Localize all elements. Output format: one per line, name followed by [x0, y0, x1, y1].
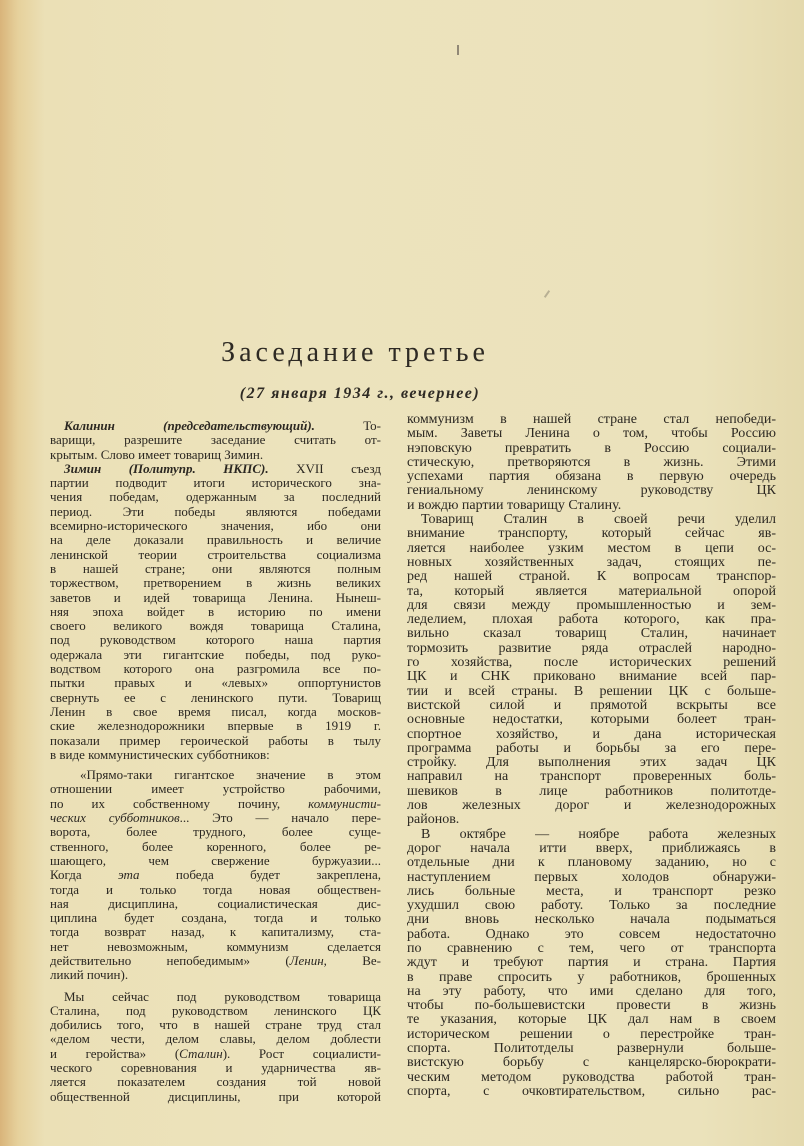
- text-line: [407, 699, 776, 713]
- text-segment: вистскую борьбу с канцелярско-бюрократи-: [407, 1055, 776, 1071]
- text-segment: одержала эти гигантские победы, под руко-: [50, 646, 381, 662]
- text-line: [50, 1075, 381, 1089]
- text-segment: победа будет закреплена,: [139, 867, 381, 883]
- text-segment: те указания, которые ЦК дал нам в своем: [407, 1012, 776, 1028]
- text-segment: ческим методом руководства работой тран-: [407, 1069, 776, 1085]
- text-segment: и вождю партии товарищу Сталину.: [407, 497, 622, 513]
- text-line: [50, 462, 381, 476]
- text-line: [50, 490, 381, 504]
- text-segment: Мы сейчас под руководством товарища: [64, 988, 381, 1004]
- text-line: [50, 925, 381, 939]
- text-line: [407, 413, 776, 427]
- text-segment: Сталина, под руководством ленинского ЦК: [50, 1002, 381, 1018]
- text-line: [407, 713, 776, 727]
- text-segment: стическую, претворяются в жизнь. Этими: [407, 454, 776, 470]
- text-segment: ). Рост социалисти-: [222, 1045, 381, 1061]
- text-segment: няя эпоха войдет в историю по имени: [50, 603, 381, 619]
- text-segment: Товарищ Сталин в своей речи уделил: [421, 512, 776, 528]
- text-line: [50, 691, 381, 705]
- text-line: [50, 954, 381, 968]
- text-line: [407, 585, 776, 599]
- text-line: [50, 782, 381, 796]
- text-segment: всемирно-исторического значения, ибо они: [50, 518, 381, 534]
- text-line: [407, 470, 776, 484]
- text-line: [407, 542, 776, 556]
- text-line: [50, 705, 381, 719]
- text-line: [407, 570, 776, 584]
- italic-text: Сталин: [179, 1045, 223, 1061]
- text-segment: и геройства» (: [50, 1045, 180, 1061]
- text-segment: циплина будет создана, тогда и только: [50, 910, 381, 926]
- text-segment: успехами партия обязана в первую очередь: [407, 469, 776, 485]
- text-segment: мым. Заветы Ленина о том, чтобы Россию: [407, 426, 776, 442]
- text-line: [50, 797, 381, 811]
- text-segment: шевиков в лице работников политотде-: [407, 783, 776, 799]
- text-segment: действительно непобедимым» (: [50, 952, 290, 968]
- text-line: [407, 484, 776, 498]
- text-line: [50, 619, 381, 633]
- text-segment: на деле доказали правильность и величие: [50, 532, 381, 548]
- text-segment: добились того, что в нашей стране труд стал: [50, 1017, 381, 1033]
- text-segment: отношении имеет устройство рабочими,: [50, 781, 381, 797]
- speaker-name: Калинин (председательствующий).: [64, 418, 315, 433]
- text-segment: свернуть ее с ленинского пути. Товарищ: [50, 689, 381, 705]
- text-line: [407, 942, 776, 956]
- text-segment: вильно сказал товарищ Сталин, начинает: [407, 626, 776, 642]
- text-line: [50, 868, 381, 882]
- text-line: [50, 591, 381, 605]
- text-segment: пытки правых и «левых» оппортунистов: [50, 675, 381, 691]
- text-line: [50, 505, 381, 519]
- text-segment: крытым. Слово имеет товарищ Зимин.: [50, 446, 264, 462]
- text-line: [407, 985, 776, 999]
- text-segment: шающего, чем свержение буржуазии...: [50, 852, 381, 868]
- text-line: [407, 799, 776, 813]
- paragraph: [50, 990, 381, 1104]
- text-segment: дни вновь несколько начала подыматься: [407, 912, 776, 928]
- text-segment: районов.: [407, 812, 460, 828]
- text-line: [407, 728, 776, 742]
- text-line: [407, 913, 776, 927]
- text-segment: гениальному ленинскому руководству ЦК: [407, 483, 776, 499]
- text-line: [50, 940, 381, 954]
- text-segment: ляется показателем создания той новой: [50, 1074, 381, 1090]
- text-segment: новных хозяйственных задач, стоящих пе-: [407, 554, 776, 570]
- text-segment: своего великого вождя товарища Сталина,: [50, 618, 381, 634]
- italic-text: коммунисти-: [308, 795, 381, 811]
- text-segment: В октябре — ноябре работа железных: [421, 826, 776, 842]
- text-segment: в праве спросить у работников, брошенных: [407, 969, 776, 985]
- text-line: [407, 627, 776, 641]
- text-line: [407, 642, 776, 656]
- text-segment: спорта. Политотделы развернули больше-: [407, 1041, 776, 1057]
- italic-text: ческих субботников: [50, 810, 180, 826]
- text-line: [50, 676, 381, 690]
- text-segment: ские железнодорожники впервые в 1919 г.: [50, 718, 381, 734]
- text-line: [407, 499, 776, 513]
- text-line: [50, 840, 381, 854]
- text-segment: внимание транспорту, который сейчас яв-: [407, 526, 776, 542]
- text-line: [407, 828, 776, 842]
- text-line: [50, 1090, 381, 1104]
- text-line: [407, 742, 776, 756]
- text-line: [407, 999, 776, 1013]
- text-segment: ЦК и СНК приковано внимание всей пар-: [407, 669, 776, 685]
- text-segment: ухудшил свою работу. Только за последние: [407, 898, 776, 914]
- text-line: [50, 448, 381, 462]
- text-segment: «делом чести, делом славы, делом доблести: [50, 1031, 381, 1047]
- text-line: [50, 533, 381, 547]
- text-segment: ликий почин).: [50, 967, 129, 983]
- scan-mark: [544, 290, 550, 298]
- text-segment: XVII съезд: [268, 460, 382, 476]
- text-segment: го хозяйства, после исторических решений: [407, 655, 776, 671]
- text-line: [50, 1047, 381, 1061]
- text-segment: Ленин в свое время писал, когда москов-: [50, 703, 381, 719]
- text-segment: по их собственному почину,: [50, 795, 309, 811]
- text-line: [407, 613, 776, 627]
- text-segment: ворота, более трудного, более суще-: [50, 824, 381, 840]
- text-segment: нэповскую превратить в Россию социали-: [407, 440, 776, 456]
- text-line: [50, 576, 381, 590]
- left-text-column: [50, 419, 381, 1104]
- text-line: [50, 854, 381, 868]
- text-segment: под руководством которого наша партия: [50, 632, 381, 648]
- text-segment: спортное хозяйство, и дана историческая: [407, 726, 776, 742]
- text-segment: леделием, плохая работа которого, как пра-: [407, 612, 776, 628]
- text-line: [50, 433, 381, 447]
- text-line: [407, 813, 776, 827]
- text-segment: водством которого она разгромила все по-: [50, 661, 381, 677]
- italic-text: Ленин: [289, 952, 324, 968]
- text-line: [407, 1085, 776, 1099]
- text-line: [407, 899, 776, 913]
- text-segment: ленинской теории строительства социализма: [50, 546, 381, 562]
- text-segment: чтобы по-большевистски провести в жизнь: [407, 998, 776, 1014]
- text-segment: , Ве-: [323, 952, 381, 968]
- text-line: [50, 1032, 381, 1046]
- text-line: [407, 856, 776, 870]
- text-line: [50, 825, 381, 839]
- paragraph: [407, 828, 776, 1100]
- text-segment: партии подводит итоги исторического зна-: [50, 475, 381, 491]
- text-line: [50, 419, 381, 433]
- text-segment: работа. Однако это совсем недостаточно: [407, 926, 776, 942]
- text-segment: в нашей стране; они являются полным: [50, 560, 381, 576]
- text-segment: тогда возврат назад, к капитализму, ста-: [50, 924, 381, 940]
- text-line: [50, 662, 381, 676]
- text-segment: лов железных дорог и железнодорожных: [407, 798, 776, 814]
- text-segment: на эту работу, что ими сделано для того,: [407, 983, 776, 999]
- text-line: [407, 442, 776, 456]
- text-segment: коммунизм в нашей стране стал непобеди-: [407, 412, 776, 427]
- text-segment: дорог начала итти вверх, приближаясь в: [407, 840, 776, 856]
- text-segment: программа работы и борьбы за его пере-: [407, 740, 776, 756]
- text-line: [407, 513, 776, 527]
- text-segment: направил на транспорт проверенных боль-: [407, 769, 776, 785]
- text-line: [407, 785, 776, 799]
- speaker-name: Зимин (Политупр. НКПС).: [64, 460, 269, 476]
- session-title: Заседание третье: [221, 337, 489, 368]
- text-line: [407, 770, 776, 784]
- paragraph: [407, 413, 776, 513]
- paragraph: [407, 513, 776, 828]
- text-segment: тии и всей страны. В решении ЦК с больше-: [407, 683, 776, 699]
- italic-text: эта: [117, 867, 140, 883]
- text-line: [50, 897, 381, 911]
- text-segment: спорта, с очковтирательством, сильно рас-: [407, 1083, 776, 1099]
- text-segment: «Прямо-таки гигантское значение в этом: [80, 767, 381, 783]
- text-line: [50, 911, 381, 925]
- right-text-column: [407, 413, 776, 1099]
- text-line: [50, 648, 381, 662]
- text-segment: по сравнению с тем, чего от транспорта: [407, 940, 776, 956]
- text-line: [50, 968, 381, 982]
- text-line: [407, 427, 776, 441]
- text-line: [50, 548, 381, 562]
- text-segment: основные недостатки, которыми болеет тран-: [407, 712, 776, 728]
- text-line: [407, 1056, 776, 1070]
- text-segment: ред нашей страной. К вопросам транспор-: [407, 569, 776, 585]
- text-segment: ческого соревнования и ударничества яв-: [50, 1060, 381, 1076]
- text-segment: показали пример героической работы в тылу: [50, 732, 381, 748]
- text-line: [407, 956, 776, 970]
- text-line: [50, 748, 381, 762]
- text-segment: общественной дисциплины, при которой: [50, 1088, 381, 1104]
- text-line: [407, 456, 776, 470]
- text-line: [50, 1004, 381, 1018]
- text-line: [50, 1061, 381, 1075]
- text-line: [407, 842, 776, 856]
- text-line: [50, 605, 381, 619]
- text-line: [407, 527, 776, 541]
- paragraph: [50, 462, 381, 762]
- text-line: [407, 685, 776, 699]
- text-segment: та, который является материальной опорой: [407, 583, 776, 599]
- text-segment: наступлением первых холодов обнаружи-: [407, 869, 776, 885]
- text-segment: ственного, более коренного, более ре-: [50, 838, 381, 854]
- text-segment: ждут и требуют партия и страна. Партия: [407, 955, 776, 971]
- text-segment: ная дисциплина, социалистическая дис-: [50, 895, 381, 911]
- text-segment: вистской силой и прямотой вскрыты все: [407, 697, 776, 713]
- text-line: [50, 1018, 381, 1032]
- scan-mark: [457, 45, 459, 55]
- text-segment: стройку. Для выполнения этих задач ЦК: [407, 755, 776, 771]
- text-line: [407, 885, 776, 899]
- text-segment: нет невозможным, коммунизм сделается: [50, 938, 381, 954]
- text-line: [50, 719, 381, 733]
- text-segment: заветов и идей товарища Ленина. Нынеш-: [50, 589, 381, 605]
- text-line: [50, 633, 381, 647]
- text-line: [407, 871, 776, 885]
- text-line: [407, 756, 776, 770]
- text-segment: Когда: [50, 867, 118, 883]
- text-segment: в виде коммунистических субботников:: [50, 746, 270, 762]
- text-segment: лись больные места, и транспорт резко: [407, 883, 776, 899]
- text-line: [50, 734, 381, 748]
- text-line: [407, 1071, 776, 1085]
- text-segment: отдельные дни к плановому заданию, но с: [407, 855, 776, 871]
- text-line: [407, 928, 776, 942]
- text-line: [407, 556, 776, 570]
- text-line: [50, 562, 381, 576]
- text-segment: период. Эти победы являются победами: [50, 503, 381, 519]
- text-line: [50, 811, 381, 825]
- text-line: [50, 990, 381, 1004]
- text-line: [50, 883, 381, 897]
- text-segment: ляется наиболее узким местом в цепи ос-: [407, 540, 776, 556]
- text-line: [407, 1013, 776, 1027]
- text-segment: тормозить развитие ряда отраслей народно-: [407, 640, 776, 656]
- text-segment: варищи, разрешите заседание считать от-: [50, 432, 381, 448]
- text-segment: ... Это — начало пере-: [179, 810, 381, 826]
- text-segment: тогда и только тогда новая обществен-: [50, 881, 381, 897]
- text-segment: То-: [314, 418, 382, 433]
- text-segment: чения победам, одержанным за последний: [50, 489, 381, 505]
- quotation: [50, 768, 381, 982]
- text-line: [407, 670, 776, 684]
- text-line: [407, 599, 776, 613]
- paragraph: [50, 419, 381, 462]
- text-segment: торжеством, претворением в жизнь великих: [50, 575, 381, 591]
- text-line: [407, 1028, 776, 1042]
- text-line: [407, 971, 776, 985]
- text-line: [407, 656, 776, 670]
- text-line: [50, 768, 381, 782]
- text-segment: для связи между промышленностью и зем-: [407, 597, 776, 613]
- text-line: [50, 519, 381, 533]
- text-line: [407, 1042, 776, 1056]
- text-line: [50, 476, 381, 490]
- session-date: (27 января 1934 г., вечернее): [239, 385, 481, 402]
- text-segment: историческом решении о перестройке тран-: [407, 1026, 776, 1042]
